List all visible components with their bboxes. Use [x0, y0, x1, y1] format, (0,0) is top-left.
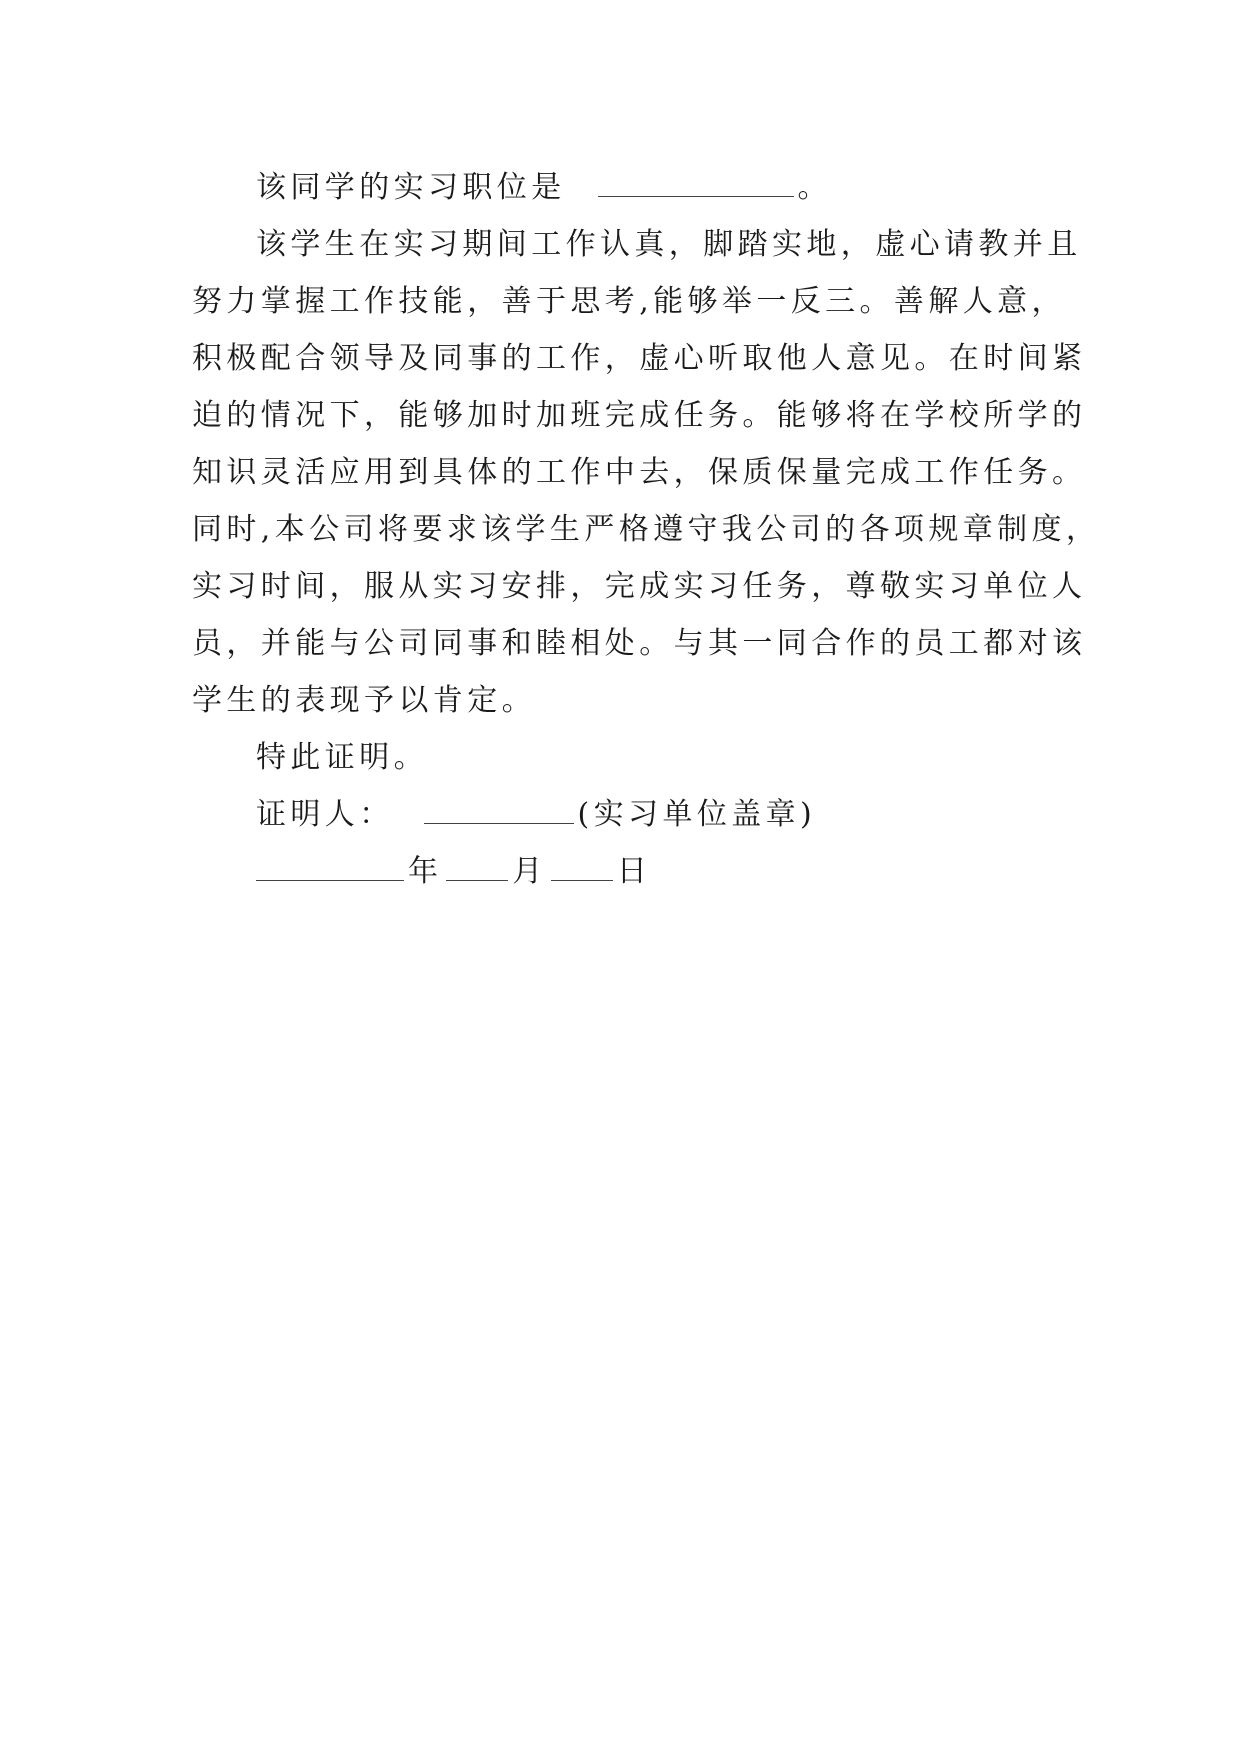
- day-label: 日: [616, 854, 652, 889]
- body-line-2: 努力掌握工作技能，善于思考,能够举一反三。善解人意，: [192, 284, 1066, 319]
- body-line-9: 学生的表现予以肯定。: [192, 683, 536, 718]
- year-blank: [256, 854, 404, 881]
- body-line-4: 迫的情况下，能够加时加班完成任务。能够将在学校所学的: [192, 398, 1087, 433]
- body-line-5: 知识灵活应用到具体的工作中去，保质保量完成工作任务。: [192, 455, 1087, 490]
- closing-line: 特此证明。: [256, 740, 428, 775]
- date-line: [256, 852, 651, 892]
- body-line-3: 积极配合领导及同事的工作，虚心听取他人意见。在时间紧: [192, 341, 1087, 376]
- month-label: 月: [512, 854, 547, 889]
- month-blank: [446, 854, 508, 881]
- position-blank: [598, 170, 794, 197]
- certifier-blank: [424, 797, 574, 824]
- body-line-6: 同时,本公司将要求该学生严格遵守我公司的各项规章制度，: [192, 512, 1101, 547]
- body-line-8: 员，并能与公司同事和睦相处。与其一同合作的员工都对该: [192, 626, 1087, 661]
- certifier-line: [256, 795, 816, 835]
- year-label: 年: [408, 854, 443, 889]
- position-period: 。: [797, 170, 832, 205]
- certifier-label: 证明人：: [256, 797, 394, 832]
- certifier-note: (实习单位盖章): [577, 797, 817, 832]
- body-line-7: 实习时间，服从实习安排，完成实习任务，尊敬实习单位人: [192, 569, 1087, 604]
- day-blank: [551, 854, 613, 881]
- position-line: [256, 168, 832, 208]
- body-line-1: 该学生在实习期间工作认真，脚踏实地，虚心请教并且: [256, 227, 1082, 262]
- position-label: 该同学的实习职位是: [256, 170, 566, 205]
